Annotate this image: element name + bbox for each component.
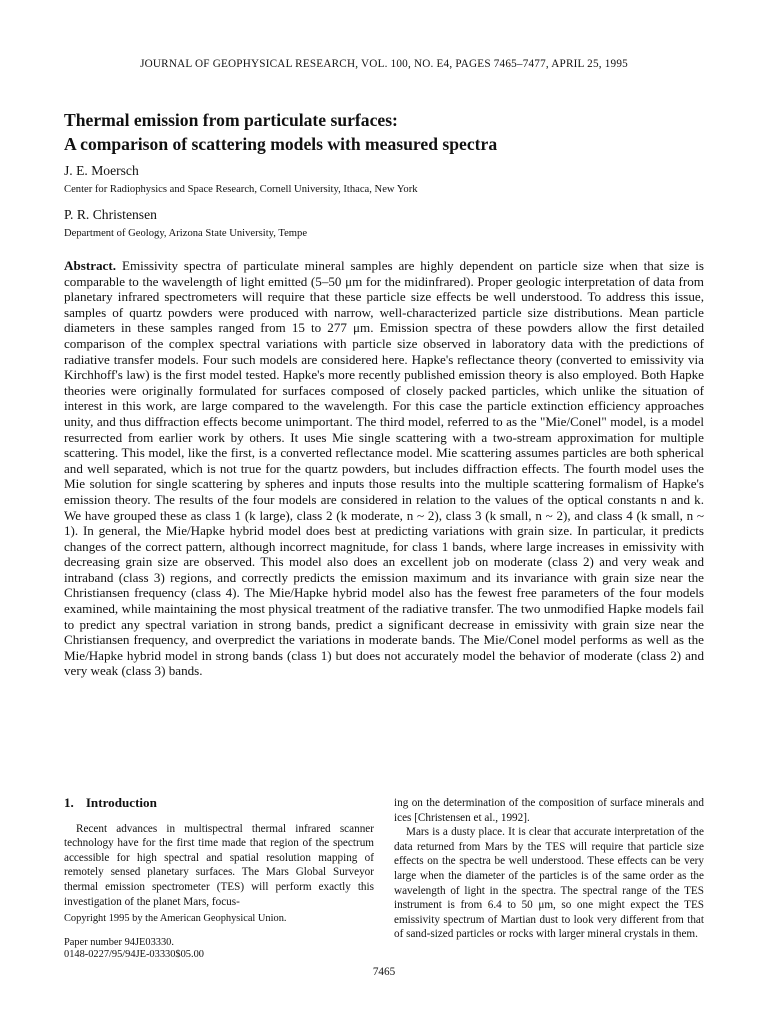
title-line-1: Thermal emission from particulate surfaces:	[64, 110, 398, 130]
body-paragraph: Recent advances in multispectral thermal infrared scanner technology have for the first time made that region of the spectrum accessible for high spectral and spatial resolution mapping of remotely sensed planetary surfaces. The Mars Global Surveyor thermal emission spectrometer (TES) will perform exactly this investigation of the planet Mars, focus-	[64, 822, 374, 908]
author-affiliation: Department of Geology, Arizona State University, Tempe	[64, 228, 308, 239]
section-title: Introduction	[85, 795, 157, 810]
section-heading	[64, 796, 374, 811]
issn-line: 0148-0227/95/94JE-03330$05.00	[64, 949, 204, 961]
abstract-text: Emissivity spectra of particulate mineral samples are highly dependent on particle size when that size is comparable to the wavelength of light emitted (5–50 μm for the midinfrared). Proper geologic interpretation of data from planetary infrared spectrometers will require that these particle size effects be well understood. To address this issue, samples of quartz powders were produced with narrow, well-characterized particle size distributions. Mean particle diameters in these samples ranged from 15 to 277 μm. Emission spectra of these powders allow the first detailed comparison of the complex spectral variations with particle size observed in laboratory data with the predictions of radiative transfer models. Four such models are considered here. Hapke's reflectance theory (converted to emissivity via Kirchhoff's law) is the first model tested. Hapke's more recently published emission theory is also employed. Both Hapke theories were originally formulated for surfaces composed of closely packed particles, which unlike the situation of interest in this work, are large compared to the wavelength. For this case the particle extinction efficiency approaches unity, and thus diffraction effects become unimportant. The third model, referred to as the "Mie/Conel" model, is a model resurrected from earlier work by others. It uses Mie single scattering with a two-stream approximation for multiple scattering. This model, like the first, is a converted reflectance model. Mie scattering assumes particles are both spherical and well separated, which is not true for the quartz powders, but includes diffraction effects. The fourth model uses the Mie solution for single scattering by spheres and inputs those results into the multiple scattering formalism of Hapke's emission theory. The results of the four models are considered in relation to the values of the optical constants n and k. We have grouped these as class 1 (k large), class 2 (k moderate, n ~ 2), class 3 (k small, n ~ 2), and class 4 (k small, n ~ 1). In general, the Mie/Hapke hybrid model does best at predicting variations with grain size. In particular, it predicts changes of the correct pattern, although incorrect magnitude, for class 1 bands, where large increases in emissivity with decreasing grain size are observed. This model also does an excellent job on moderate (class 2) and very weak and intraband (class 3) regions, and correctly predicts the emission maximum and its invariance with grain size near the Christiansen frequency (class 4). The Mie/Hapke hybrid model also has the fewest free parameters of the four models examined, while maintaining the most physical treatment of the radiative transfer. The two unmodified Hapke models fail to predict any spectral variation in strong bands, predict a significant decrease in emissivity with grain size near the Christiansen frequency, and overpredict the variations in moderate bands. The Mie/Conel model performs as well as the Mie/Hapke hybrid model in strong bands (class 1) but does not accurately model the behavior of moderate (class 2) and very weak (class 3) bands.	[64, 258, 704, 679]
author-name: J. E. Moersch	[64, 163, 139, 178]
abstract	[64, 258, 704, 679]
author-name: P. R. Christensen	[64, 207, 157, 222]
journal-header: JOURNAL OF GEOPHYSICAL RESEARCH, VOL. 100, NO. E4, PAGES 7465–7477, APRIL 25, 1995	[140, 58, 628, 70]
page-number: 7465	[372, 966, 396, 978]
paper-number-block	[64, 937, 374, 962]
author-affiliation: Center for Radiophysics and Space Research, Cornell University, Ithaca, New York	[64, 184, 418, 195]
title-line-2: A comparison of scattering models with measured spectra	[64, 134, 498, 154]
left-column	[64, 796, 374, 962]
right-column	[394, 796, 704, 942]
paper-number: Paper number 94JE03330.	[64, 936, 174, 948]
copyright-notice: Copyright 1995 by the American Geophysical Union.	[64, 913, 287, 925]
section-number: 1.	[64, 795, 74, 810]
body-paragraph: ing on the determination of the composition of surface minerals and ices [Christensen et al., 1992].	[394, 797, 704, 824]
abstract-label: Abstract.	[64, 258, 116, 273]
paper-title	[64, 108, 724, 156]
body-paragraph: Mars is a dusty place. It is clear that accurate interpretation of the data returned from Mars by the TES will require that particle size effects on the spectra be well understood. These effects can be very large when the diameter of the particles is of the same order as the wavelength of light in the spectra. The spectral range of the TES instrument is from 6.4 to 50 μm, so one might expect the TES emissivity spectrum of Martian dust to look very different from that of sand-sized particles or rocks with larger mineral crystals in them.	[394, 826, 704, 941]
